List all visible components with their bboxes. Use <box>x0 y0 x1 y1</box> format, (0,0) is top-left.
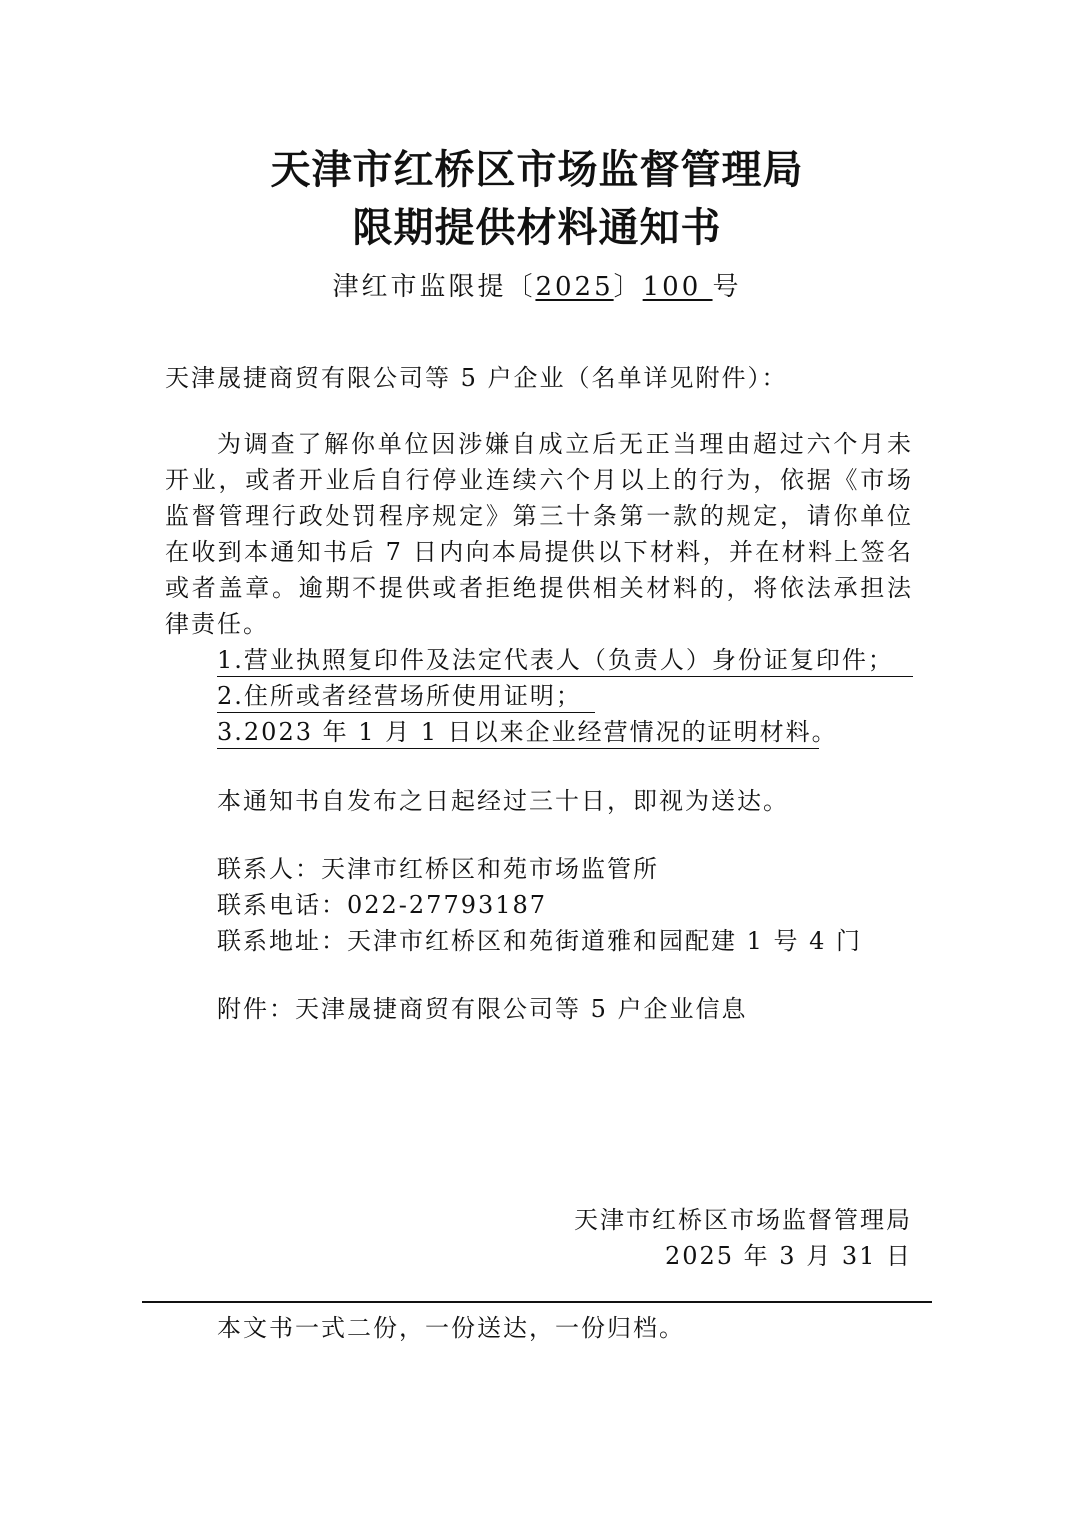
list-item-3 <box>217 712 838 749</box>
list-item-1-text: 1.营业执照复印件及法定代表人（负责人）身份证复印件； <box>217 640 913 677</box>
list-item-2 <box>217 676 595 713</box>
document-title-line-2: 限期提供材料通知书 <box>352 204 722 251</box>
list-item-3-text: 3.2023 年 1 月 1 日以来企业经营情况的证明材料。 <box>217 712 819 749</box>
service-note: 本通知书自发布之日起经过三十日，即视为送达。 <box>217 787 789 815</box>
contact-address: 联系地址：天津市红桥区和苑街道雅和园配建 1 号 4 门 <box>217 927 863 955</box>
list-item-1 <box>217 640 913 677</box>
copies-note: 本文书一式二份，一份送达，一份归档。 <box>217 1314 685 1342</box>
contact-phone: 联系电话：022-27793187 <box>217 891 548 919</box>
document-number-suffix: 号 <box>712 272 742 302</box>
document-number-serial: 100 <box>642 272 713 302</box>
list-item-2-text: 2.住所或者经营场所使用证明； <box>217 676 595 713</box>
contact-person: 联系人：天津市红桥区和苑市场监管所 <box>217 855 659 883</box>
document-title-line-1: 天津市红桥区市场监督管理局 <box>270 146 804 193</box>
issuer-signature: 天津市红桥区市场监督管理局 <box>574 1206 912 1234</box>
issue-date: 2025 年 3 月 31 日 <box>664 1242 912 1270</box>
document-number-year: 2025 <box>535 272 614 302</box>
document-number <box>0 266 1074 303</box>
footer-divider <box>142 1301 932 1303</box>
document-number-prefix: 津红市监限提〔 <box>332 272 536 302</box>
notice-paragraph: 为调查了解你单位因涉嫌自成立后无正当理由超过六个月未开业，或者开业后自行停业连续六个月以上的行为，依据《市场监督管理行政处罚程序规定》第三十条第一款的规定，请你单位在收到本通知书后 7 日内向本局提供以下材料，并在材料上签名或者盖章。逾期不提供或者拒绝提供相关材料的，将依法承担法律责任。 <box>165 430 913 638</box>
document-number-bracket: 〕 <box>613 272 643 302</box>
attachment-note: 附件：天津晟捷商贸有限公司等 5 户企业信息 <box>217 995 748 1023</box>
addressee: 天津晟捷商贸有限公司等 5 户企业（名单详见附件）： <box>165 364 788 392</box>
